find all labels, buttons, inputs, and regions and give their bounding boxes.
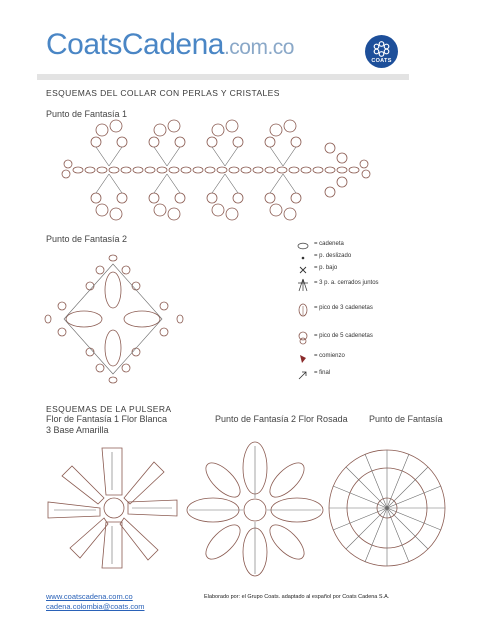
legend-label: = pico de 5 cadenetas bbox=[314, 333, 373, 339]
website-link[interactable]: www.coatscadena.com.co bbox=[46, 592, 133, 601]
cluster-3dc-icon bbox=[296, 278, 310, 292]
legend-item bbox=[296, 263, 436, 277]
flor3-diagram bbox=[322, 436, 452, 576]
punto2-diagram bbox=[40, 250, 190, 385]
legend-item bbox=[296, 368, 436, 382]
legend-label: = p. deslizado bbox=[314, 253, 352, 259]
single-crochet-x-icon bbox=[296, 263, 310, 277]
picot-3-icon bbox=[296, 303, 310, 317]
punto1-diagram bbox=[60, 118, 390, 223]
coats-badge-icon bbox=[365, 35, 398, 68]
flor3-heading: Punto de Fantasía bbox=[369, 414, 443, 424]
flor2-diagram bbox=[185, 438, 325, 578]
legend-label: = p. bajo bbox=[314, 265, 338, 271]
pulsera-heading: ESQUEMAS DE LA PULSERA bbox=[46, 404, 172, 414]
legend-item bbox=[296, 351, 436, 365]
collar-heading: ESQUEMAS DEL COLLAR CON PERLAS Y CRISTALES bbox=[46, 88, 280, 98]
legend-item bbox=[296, 278, 436, 292]
legend-label: = final bbox=[314, 370, 331, 376]
brand-name: CoatsCadena bbox=[46, 28, 224, 61]
legend-item bbox=[296, 303, 436, 317]
brand-domain: .com.co bbox=[223, 36, 294, 59]
legend-item bbox=[296, 331, 436, 345]
picot-5-icon bbox=[296, 331, 310, 345]
legend-label: = comienzo bbox=[314, 353, 345, 359]
punto1-heading: Punto de Fantasía 1 bbox=[46, 109, 128, 119]
flor1-diagram bbox=[42, 440, 182, 575]
flor3-heading-cont: 3 Base Amarilla bbox=[46, 425, 109, 435]
flor2-heading: Punto de Fantasía 2 Flor Rosada bbox=[215, 414, 348, 424]
badge-label: COATS bbox=[371, 58, 392, 64]
credit-text: Elaborado por: el Grupo Coats. adaptado al español por Coats Cadena S.A. bbox=[204, 594, 390, 600]
email-link[interactable]: cadena.colombia@coats.com bbox=[46, 602, 145, 611]
punto2-heading: Punto de Fantasía 2 bbox=[46, 234, 128, 244]
header-divider bbox=[37, 74, 409, 80]
legend-label: = pico de 3 cadenetas bbox=[314, 305, 373, 311]
start-marker-icon bbox=[296, 351, 310, 365]
brand-logo bbox=[46, 28, 294, 62]
end-marker-icon bbox=[296, 368, 310, 382]
legend-label: = cadeneta bbox=[314, 241, 344, 247]
legend-label: = 3 p. a. cerrados juntos bbox=[314, 280, 379, 286]
flor1-heading: Flor de Fantasía 1 Flor Blanca bbox=[46, 414, 168, 424]
